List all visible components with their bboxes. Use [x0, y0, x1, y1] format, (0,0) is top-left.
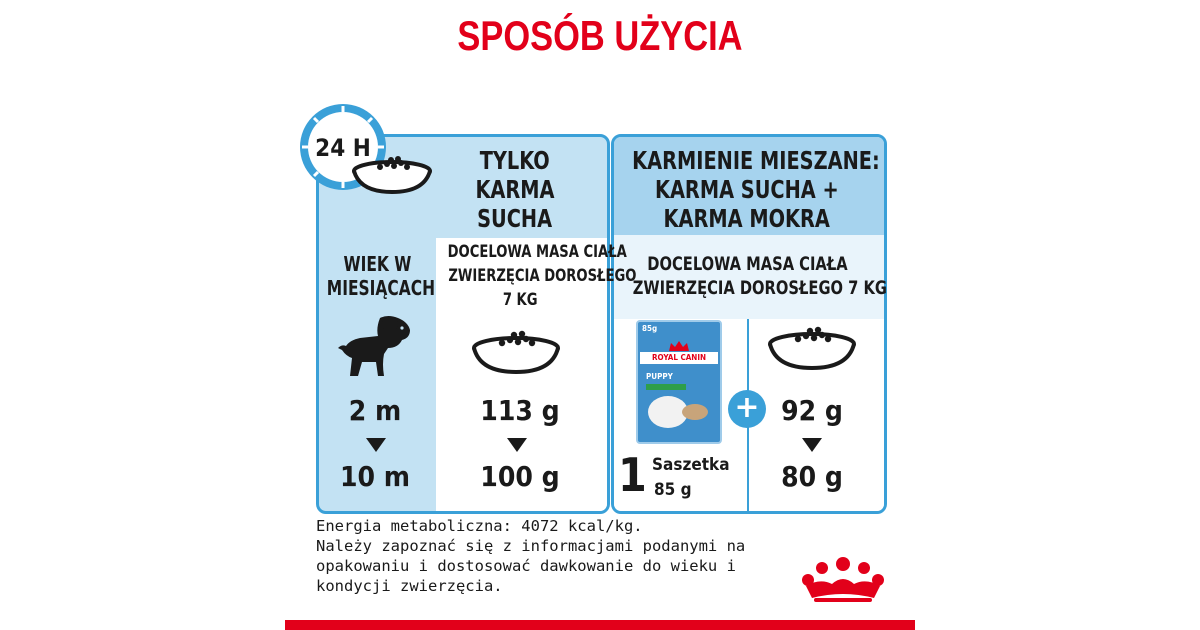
dry-target-label: DOCELOWA MASA CIAŁA ZWIERZĘCIA DOROSŁEGO 7 KG — [447, 242, 637, 310]
mixed-dose-from: 92 g — [781, 394, 843, 427]
wet-food-pouch-image: 85g ROYAL CANIN PUPPY — [636, 320, 722, 444]
dry-heading: TYLKO KARMA SUCHA — [475, 146, 555, 233]
age-label: WIEK W MIESIĄCACH — [326, 252, 436, 300]
dry-dose-from: 113 g — [480, 394, 560, 427]
page-title: SPOSÓB UŻYCIA — [457, 12, 743, 59]
pouch-label: Saszetka — [652, 455, 730, 475]
brand-crown-logo — [800, 556, 886, 606]
footer-note: Energia metaboliczna: 4072 kcal/kg. Należy zapoznać się z informacjami podanymi na opakowaniu i dostosować dawkowanie do wieku i kondycji zwierzęcia. — [316, 517, 746, 595]
arrow-down-icon — [507, 438, 527, 452]
age-to: 10 m — [339, 460, 411, 493]
clock-label: 24 H — [315, 134, 371, 162]
mixed-dose-to: 80 g — [781, 460, 843, 493]
age-from: 2 m — [348, 394, 402, 427]
pouch-count: 1 — [618, 448, 647, 502]
arrow-down-icon — [802, 438, 822, 452]
mixed-target-label: DOCELOWA MASA CIAŁA ZWIERZĘCIA DOROSŁEGO 7 KG — [632, 253, 887, 299]
dry-dose-to: 100 g — [480, 460, 560, 493]
arrow-down-icon — [366, 438, 386, 452]
bowl-icon — [766, 326, 858, 372]
red-bottom-bar — [285, 620, 915, 630]
puppy-icon — [336, 314, 412, 380]
pouch-weight: 85 g — [654, 480, 692, 500]
plus-icon: + — [728, 390, 766, 428]
bowl-icon — [350, 156, 434, 196]
mixed-heading: KARMIENIE MIESZANE: KARMA SUCHA + KARMA MOKRA — [632, 146, 880, 233]
bowl-icon — [470, 330, 562, 376]
